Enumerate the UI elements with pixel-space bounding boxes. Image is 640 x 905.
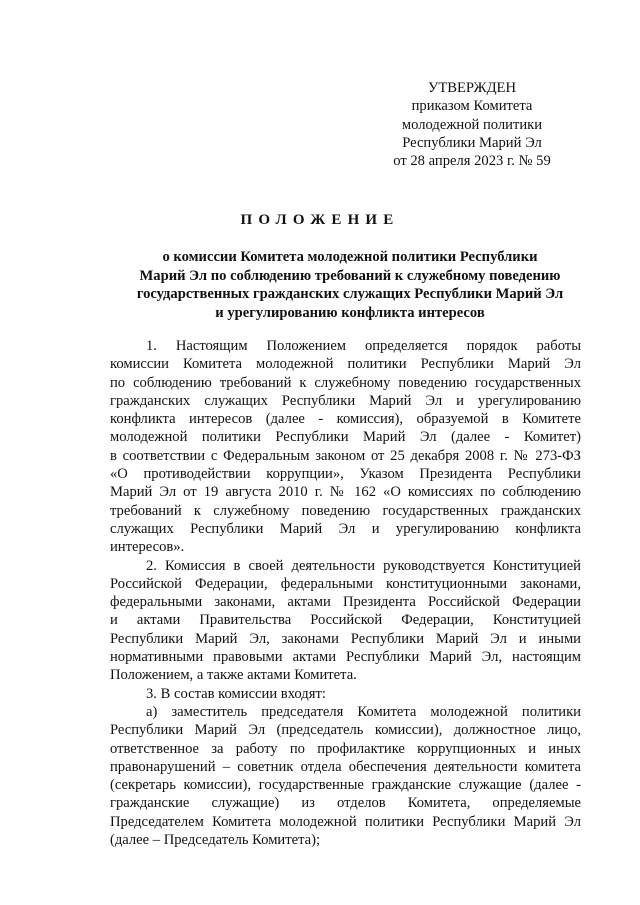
text-line: правонарушений – советник отдела обеспечения деятельности комитета <box>110 758 581 775</box>
text-line: 1. Настоящим Положением определяется порядок работы <box>146 338 581 354</box>
text-line: и актами Правительства Российской Федерации, Конституцией <box>110 612 581 629</box>
text-line: нормативными правовыми актами Республики Марий Эл, настоящим <box>110 649 581 666</box>
text-line: федеральными законами, актами Президента Российской Федерации <box>110 594 581 611</box>
approval-line: от 28 апреля 2023 г. № 59 <box>393 153 551 170</box>
document-body <box>110 337 581 849</box>
approval-stamp <box>372 79 572 170</box>
text-line: требований к служебному поведению государственных гражданских <box>110 502 581 519</box>
text-line: конфликта интересов (далее - комиссия), образуемой в Комитете <box>110 411 581 428</box>
paragraph-1 <box>110 337 581 557</box>
text-line: ответственное за работу по профилактике коррупционных и иных <box>110 740 581 757</box>
text-line: комиссии Комитета молодежной политики Республики Марий Эл <box>110 356 581 373</box>
subtitle-line: о комиссии Комитета молодежной политики Республики <box>162 249 538 265</box>
text-line: 2. Комиссия в своей деятельности руководствуется Конституцией <box>146 557 581 574</box>
approval-line: приказом Комитета <box>411 98 533 115</box>
text-line: «О противодействии коррупции», Указом Президента Республики <box>110 466 581 483</box>
text-line: гражданских служащих Республики Марий Эл и урегулированию <box>110 392 581 409</box>
text-line: (секретарь комиссии), государственные гражданские служащие (далее - <box>110 777 581 794</box>
subtitle-line: Марий Эл по соблюдению требований к служебному поведению <box>139 267 561 284</box>
approval-line: УТВЕРЖДЕН <box>428 80 516 96</box>
text-line: по соблюдению требований к служебному поведению государственных <box>110 374 581 391</box>
text-line: а) заместитель председателя Комитета молодежной политики <box>146 703 581 720</box>
text-line: Положением, а также актами Комитета. <box>110 667 357 684</box>
approval-line: Республики Марий Эл <box>402 134 542 151</box>
approval-line: молодежной политики <box>401 116 543 133</box>
text-line: Марий Эл от 19 августа 2010 г. № 162 «О комиссиях по соблюдению <box>110 484 581 501</box>
text-line: Республики Марий Эл (председатель комиссии), должностное лицо, <box>110 722 581 739</box>
text-line: молодежной политики Республики Марий Эл (далее - Комитет) <box>110 429 581 446</box>
text-line: 3. В состав комиссии входят: <box>146 685 326 702</box>
paragraph-3 <box>110 685 581 703</box>
subtitle-line: государственных гражданских служащих Республики Марий Эл <box>136 286 564 303</box>
text-line: Председателем Комитета молодежной политики Республики Марий Эл <box>110 813 581 830</box>
text-line: гражданские служащие) из отделов Комитета, определяемые <box>110 795 581 812</box>
text-line: Республики Марий Эл, законами Республики Марий Эл и иными <box>110 630 581 647</box>
document-subtitle <box>110 248 590 322</box>
paragraph-2 <box>110 557 581 685</box>
document-title: ПОЛОЖЕНИЕ <box>240 212 400 228</box>
text-line: служащих Республики Марий Эл и урегулированию конфликта <box>110 520 581 537</box>
text-line: Российской Федерации, федеральными конституционными законами, <box>110 575 581 592</box>
text-line: в соответствии с Федеральным законом от 25 декабря 2008 г. № 273-ФЗ <box>110 447 581 464</box>
text-line: (далее – Председатель Комитета); <box>110 832 321 849</box>
text-line: интересов». <box>110 539 185 556</box>
paragraph-3a <box>110 703 581 849</box>
subtitle-line: и урегулированию конфликта интересов <box>215 304 485 321</box>
